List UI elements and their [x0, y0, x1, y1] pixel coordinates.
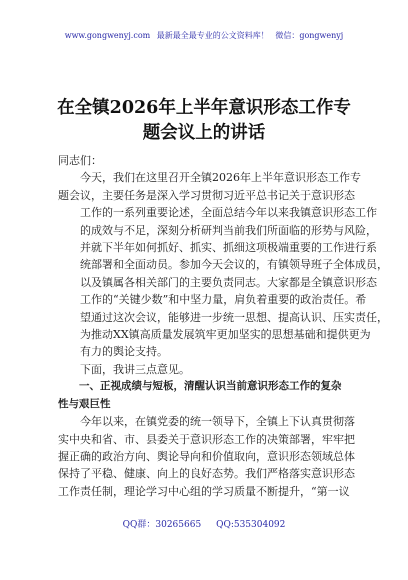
text-line: 今天，我们在这里召开全镇2026年上半年意识形态工作专 [80, 171, 361, 185]
header-slogan: 最新最全最专业的公文资料库！ [156, 31, 269, 40]
text-line: 保持了平稳、健康、向上的良好态势。我们严格落实意识形态 [58, 467, 355, 481]
text-line: 为推动XX镇高质量发展筑牢更加坚实的思想基础和提供更为 [80, 328, 371, 342]
heading-line: 性与艰巨性 [58, 397, 111, 410]
footer-qq: QQ:535304092 [216, 520, 286, 530]
text-line: 握正确的政治方向、舆论导向和价值取向，意识形态领域总体 [58, 449, 355, 463]
header-site[interactable]: www.gongwenyj.com [64, 31, 151, 40]
text-line: 工作的一系列重要论述，全面总结今年以来我镇意识形态工作 [80, 206, 377, 220]
text-line: 望通过这次会议，能够进一步统一思想、提高认识、压实责任， [80, 310, 388, 324]
page-header [0, 30, 408, 41]
text-line: 的成效与不足，深刻分析研判当前我们所面临的形势与风险， [80, 223, 377, 237]
text-line: 以及镇属各相关部门的主要负责同志。大家都是全镇意识形态 [80, 275, 377, 289]
text-line: 工作的“关键少数”和中坚力量，肩负着重要的政治责任。希 [80, 293, 367, 307]
paragraph-transition: 下面，我讲三点意见。 [80, 362, 190, 376]
text-line: 今年以来，在镇党委的统一领导下，全镇上下认真贯彻落 [80, 415, 355, 429]
text-line: 实中央和省、市、县委关于意识形态工作的决策部署，牢牢把 [58, 432, 355, 446]
text-line: 工作责任制，理论学习中心组的学习质量不断提升，“第一议 [58, 484, 350, 498]
text-line: 题会议，主要任务是深入学习贯彻习近平总书记关于意识形态 [58, 188, 355, 202]
document-title: 在全镇2026年上半年意识形态工作专题会议上的讲话 [57, 98, 351, 143]
section-heading-1 [58, 378, 354, 413]
text-line: 有力的舆论支持。 [80, 345, 168, 359]
footer-qq-group: QQ群：30265665 [122, 520, 202, 530]
header-wechat: 微信：gongwenyj [275, 31, 344, 40]
text-line: 并就下半年如何抓好、抓实、抓细这项极端重要的工作进行系 [80, 241, 377, 255]
page-footer [0, 517, 408, 530]
salutation: 同志们： [58, 154, 102, 167]
paragraph-intro [58, 169, 388, 360]
heading-line: 一、正视成绩与短板，清醒认识当前意识形态工作的复杂 [79, 380, 342, 393]
document-body [58, 152, 388, 500]
paragraph-section-1 [58, 413, 354, 500]
text-line: 统部署和全面动员。参加今天会议的，有镇领导班子全体成员， [80, 258, 388, 272]
